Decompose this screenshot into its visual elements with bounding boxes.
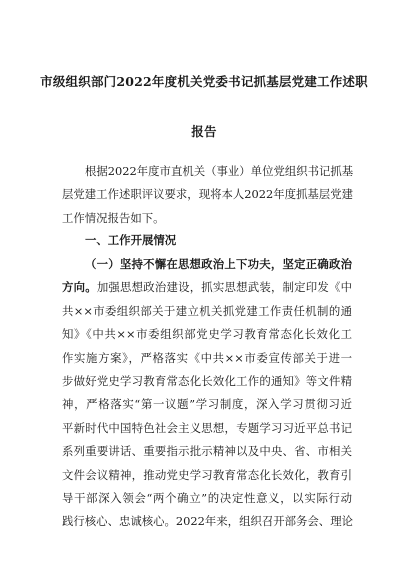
section-heading: 一、工作开展情况 (85, 233, 177, 247)
paragraph-line: 工作情况报告如下。 (62, 210, 165, 225)
paragraph-line-text: 加强思想政治建设，抓实思想武装，制定印发《中 (96, 280, 352, 295)
paragraph-line: 层党建工作述职评议要求，现将本人2022年度抓基层党建 (62, 187, 353, 202)
document-title-line-1: 市级组织部门2022年度机关党委书记抓基层党建工作述职 (40, 74, 368, 89)
paragraph-line (62, 276, 352, 299)
paragraph-line: 神，严格落实“第一议题”学习制度，深入学习贯彻习近 (62, 397, 352, 412)
paragraph-line: 步做好党史学习教育常态化长效化工作的通知》等文件精 (62, 373, 352, 388)
paragraph-line: 践行核心、忠诚核心。2022年来，组织召开部务会、理论 (62, 514, 353, 529)
paragraph-line: 文件会议精神，推动党史学习教育常态化长效化，教育引 (62, 467, 352, 482)
document-title-line-2: 报告 (191, 124, 217, 139)
paragraph-line: 根据2022年度市直机关（事业）单位党组织书记抓基 (85, 164, 354, 178)
subsection-heading-line: （一）坚持不懈在思想政治上下功夫，坚定正确政治 (85, 257, 352, 271)
subsection-heading-tail: 方向。 (62, 280, 97, 295)
intro-paragraph (62, 160, 352, 230)
paragraph-line: 作实施方案》，严格落实《中共××市委宣传部关于进一 (62, 350, 352, 365)
paragraph-line: 平新时代中国特色社会主义思想，专题学习习近平总书记 (62, 420, 352, 435)
paragraph-line: 系列重要讲话、重要指示批示精神以及中央、省、市相关 (62, 444, 352, 459)
paragraph-line: 共××市委组织部关于建立机关抓党建工作责任机制的通 (62, 303, 352, 318)
paragraph-line: 导干部深入领会“两个确立”的决定性意义，以实际行动 (62, 490, 352, 505)
paragraph-line: 知》《中共××市委组织部党史学习教育常态化长效化工 (62, 327, 352, 342)
subsection-paragraph (62, 253, 352, 534)
